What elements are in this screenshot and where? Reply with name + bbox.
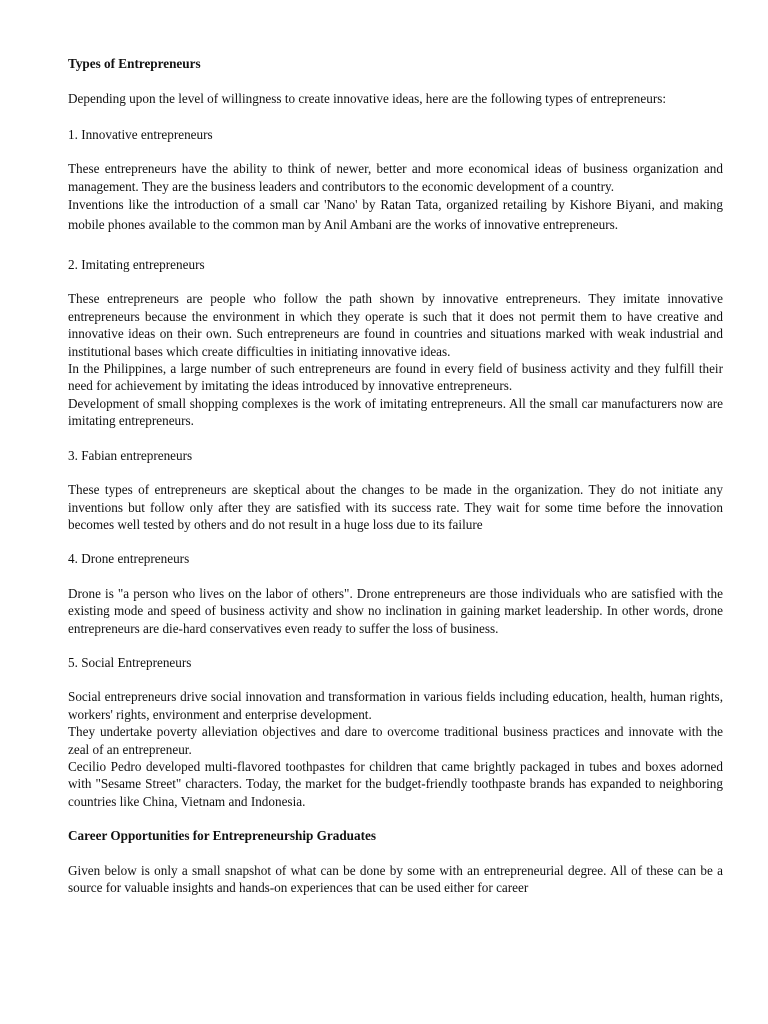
section-paragraph: These types of entrepreneurs are skeptical about the changes to be made in the organization. They do not initiate any inventions but follow only after they are satisfied with its success rate. They wait for some time before the innovation becomes well tested by others and do not result in a huge loss due to its failure bbox=[68, 482, 723, 532]
section-paragraph: Development of small shopping complexes is the work of imitating entrepreneurs. All the small car manufacturers now are imitating entrepreneurs. bbox=[68, 395, 723, 429]
section-heading-imitating: 2. Imitating entrepreneurs bbox=[68, 257, 205, 273]
section-paragraph: In the Philippines, a large number of such entrepreneurs are found in every field of business activity and they fulfill their need for achievement by imitating the ideas introduced by innovative entrepreneurs. bbox=[68, 361, 723, 394]
document-title: Types of Entrepreneurs bbox=[68, 56, 201, 71]
document-page bbox=[68, 55, 723, 896]
spacer bbox=[68, 533, 723, 550]
career-heading: Career Opportunities for Entrepreneurship Graduates bbox=[68, 828, 376, 844]
spacer bbox=[68, 430, 723, 447]
section-heading-social: 5. Social Entrepreneurs bbox=[68, 654, 192, 670]
section-paragraph: Inventions like the introduction of a small car 'Nano' by Ratan Tata, organized retailing by Kishore Biyani, and making mobile phones available to the common man by Anil Ambani are the works of innovative entrepreneurs. bbox=[68, 197, 723, 232]
section-paragraph: They undertake poverty alleviation objectives and dare to overcome traditional business practices and innovate with the zeal of an entrepreneur. bbox=[68, 724, 723, 757]
spacer bbox=[68, 637, 723, 654]
section-paragraph: Drone is "a person who lives on the labor of others". Drone entrepreneurs are those individuals who are satisfied with the existing mode and speed of business activity and show no inclination in gaining market leadership. In other words, drone entrepreneurs are die-hard conservatives even ready to suffer the loss of business. bbox=[68, 585, 723, 636]
section-paragraph: These entrepreneurs have the ability to think of newer, better and more economical ideas of business organization and management. They are the business leaders and contributors to the economic development of a country. bbox=[68, 161, 723, 194]
section-paragraph: Social entrepreneurs drive social innovation and transformation in various fields including education, health, human rights, workers' rights, environment and enterprise development. bbox=[68, 689, 723, 722]
spacer bbox=[68, 810, 723, 827]
section-heading-fabian: 3. Fabian entrepreneurs bbox=[68, 447, 193, 463]
section-heading-innovative: 1. Innovative entrepreneurs bbox=[68, 126, 213, 142]
section-heading-drone: 4. Drone entrepreneurs bbox=[68, 551, 190, 567]
career-paragraph: Given below is only a small snapshot of what can be done by some with an entrepreneurial degree. All of these can be a source for valuable insights and hands-on experiences that can be used either for career bbox=[68, 862, 723, 895]
intro-paragraph: Depending upon the level of willingness to create innovative ideas, here are the following types of entrepreneurs: bbox=[68, 91, 667, 107]
section-paragraph: These entrepreneurs are people who follow the path shown by innovative entrepreneurs. They imitate innovative entrepreneurs because the environment in which they operate is such that it does not permit them to have creative and innovative ideas on their own. Such entrepreneurs are found in countries and situations marked with weak industrial and institutional bases which create difficulties in initiating innovative ideas. bbox=[68, 291, 723, 359]
section-paragraph: Cecilio Pedro developed multi-flavored toothpastes for children that came brightly packaged in tubes and boxes adorned with "Sesame Street" characters. Today, the market for the budget-friendly toothpaste brands has expanded to neighboring countries like China, Vietnam and Indonesia. bbox=[68, 758, 723, 809]
spacer bbox=[68, 234, 723, 256]
